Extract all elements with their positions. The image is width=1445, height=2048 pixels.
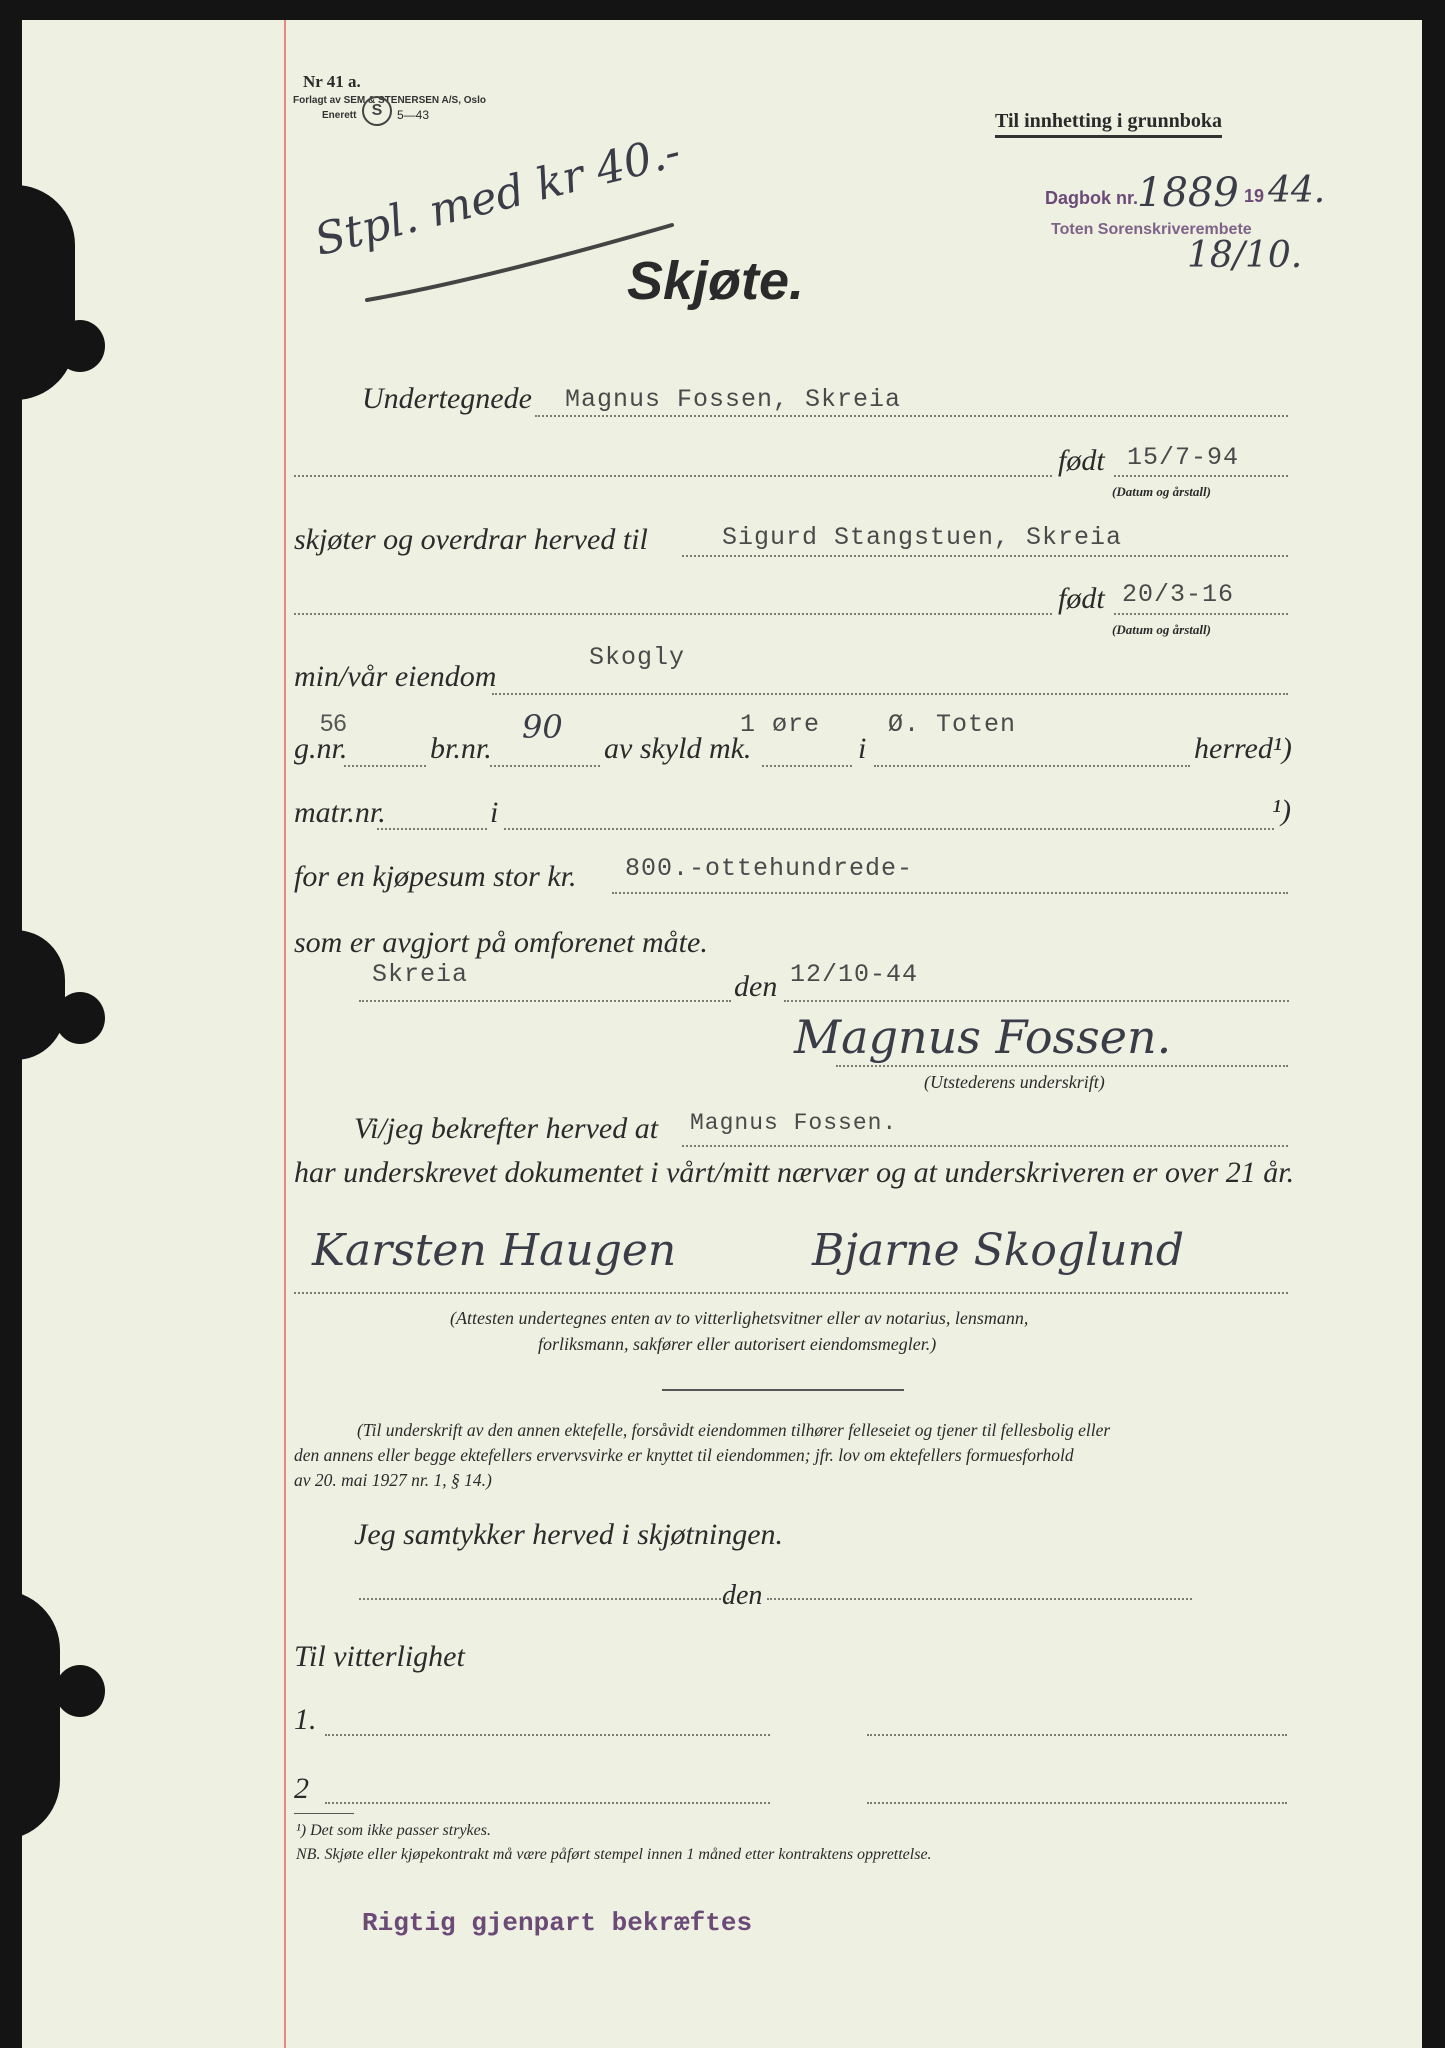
- attestation-note-2: forliksmann, sakfører eller autorisert eiendomsmegler.): [538, 1334, 937, 1354]
- property-label: min/vår eiendom: [294, 660, 497, 693]
- spouse-note-3: av 20. mai 1927 nr. 1, § 14.): [294, 1470, 492, 1490]
- punch-hole-1-icon: [55, 320, 105, 372]
- footnote-nb: NB. Skjøte eller kjøpekontrakt må være påført stempel innen 1 måned etter kontraktens opprettelse.: [296, 1846, 932, 1863]
- witness-heading: Til vitterlighet: [294, 1640, 465, 1673]
- dagbok-year-prefix: 19: [1244, 186, 1265, 206]
- seller-born-value: 15/7-94: [1127, 443, 1240, 472]
- witness-row-2-address-line[interactable]: [867, 1802, 1287, 1804]
- buyer-value: Sigurd Stangstuen, Skreia: [722, 523, 1123, 552]
- place-line: [359, 1000, 731, 1002]
- date-line: [784, 1000, 1289, 1002]
- property-value: Skogly: [589, 643, 686, 672]
- footnote-1: ¹) Det som ikke passer strykes.: [296, 1822, 491, 1839]
- certification-stamp: Rigtig gjenpart bekræftes: [362, 1908, 753, 1938]
- buyer-line: [682, 555, 1288, 557]
- seller-born-label: født: [1058, 444, 1105, 477]
- herred-line: [874, 765, 1190, 767]
- publisher-logo-icon: S: [362, 96, 392, 126]
- seller-name-cont-line: [294, 475, 1052, 477]
- witness-signature-line: [294, 1292, 1288, 1294]
- den-label: den: [734, 970, 778, 1003]
- witness-1-signature: Karsten Haugen: [312, 1225, 677, 1276]
- punch-hole-3-icon: [55, 1665, 105, 1717]
- confirm-value: Magnus Fossen.: [690, 1110, 898, 1136]
- dagbok-number: 1889: [1137, 170, 1239, 216]
- section-divider: [662, 1389, 904, 1391]
- form-number: Nr 41 a.: [303, 72, 361, 91]
- seller-born-line: [1114, 475, 1288, 477]
- issuer-signature-line: [836, 1065, 1288, 1067]
- herred-i-label: i: [858, 732, 867, 765]
- gnr-value: 56: [320, 710, 347, 737]
- buyer-born-value: 20/3-16: [1122, 580, 1235, 609]
- gnr-label: g.nr.: [294, 732, 348, 765]
- buyer-name-cont-line: [294, 613, 1052, 615]
- office-stamp: Toten Sorenskriverembete: [1051, 221, 1252, 238]
- price-label: for en kjøpesum stor kr.: [294, 860, 577, 893]
- price-line: [612, 892, 1288, 894]
- witness-row-1-label: 1.: [294, 1703, 317, 1736]
- buyer-born-line: [1114, 613, 1288, 615]
- date-hint-1: (Datum og årstall): [1112, 484, 1211, 499]
- attestation-note-1: (Attesten undertegnes enten av to vitterlighetsvitner eller av notarius, lensmann,: [450, 1308, 1029, 1328]
- edition-code: 5—43: [397, 108, 430, 122]
- confirm-label: Vi/jeg bekrefter herved at: [354, 1112, 659, 1145]
- skyld-line: [762, 765, 852, 767]
- brnr-line: [490, 765, 600, 767]
- confirm-line: [682, 1145, 1288, 1147]
- page-title: Skjøte.: [627, 251, 805, 311]
- date-hint-2: (Datum og årstall): [1112, 622, 1211, 637]
- witness-row-1-address-line[interactable]: [867, 1734, 1287, 1736]
- matr-label: matr.nr.: [294, 796, 386, 829]
- attestation-line-2: har underskrevet dokumentet i vårt/mitt nærvær og at underskriveren er over 21 år.: [294, 1156, 1295, 1189]
- gnr-line: [344, 765, 426, 767]
- undertegnede-value: Magnus Fossen, Skreia: [565, 385, 902, 414]
- publisher-line: Forlagt av SEM & STENERSEN A/S, Oslo: [293, 95, 486, 106]
- consent-den-label: den: [722, 1580, 763, 1611]
- skyld-label: av skyld mk.: [604, 732, 752, 765]
- buyer-born-label: født: [1058, 582, 1105, 615]
- received-date: 18/10.: [1187, 235, 1303, 276]
- registry-note: Til innhetting i grunnboka: [995, 110, 1222, 138]
- issuer-signature-label: (Utstederens underskrift): [924, 1072, 1105, 1092]
- binding-clip-top: [0, 185, 75, 400]
- matr-footnote-ref: ¹): [1272, 794, 1291, 827]
- witness-row-2-name-line[interactable]: [325, 1802, 770, 1804]
- dagbok-year-suffix: 44.: [1268, 170, 1326, 211]
- issuer-signature: Magnus Fossen.: [794, 1010, 1172, 1064]
- date-value: 12/10-44: [790, 960, 919, 989]
- transfer-label: skjøter og overdrar herved til: [294, 523, 648, 556]
- matr-i-label: i: [490, 796, 499, 829]
- binding-clip-bottom: [0, 1590, 60, 1840]
- consent-date-line[interactable]: [767, 1598, 1192, 1600]
- document-page: [22, 20, 1422, 2048]
- enerett-label: Enerett: [322, 110, 357, 121]
- brnr-label: br.nr.: [430, 732, 492, 765]
- punch-hole-2-icon: [55, 992, 105, 1044]
- undertegnede-line: [535, 415, 1288, 417]
- witness-row-1-name-line[interactable]: [325, 1734, 770, 1736]
- herred-label: herred¹): [1194, 732, 1292, 765]
- red-margin-line: [284, 20, 286, 2048]
- settled-text: som er avgjort på omforenet måte.: [294, 926, 708, 959]
- footnote-divider: [294, 1813, 354, 1814]
- herred-value: Ø. Toten: [888, 710, 1017, 739]
- spouse-note-1: (Til underskrift av den annen ektefelle, forsåvidt eiendommen tilhører felleseiet og tjener til fellesbolig eller: [357, 1420, 1111, 1440]
- matr-line: [377, 828, 487, 830]
- witness-2-signature: Bjarne Skoglund: [812, 1225, 1184, 1276]
- consent-place-line[interactable]: [359, 1598, 729, 1600]
- matr-place-line: [504, 828, 1274, 830]
- spouse-note-2: den annens eller begge ektefellers ervervsvirke er knyttet til eiendommen; jfr. lov om ektefellers formuesforhold: [294, 1445, 1074, 1465]
- brnr-value: 90: [522, 708, 563, 746]
- skyld-value: 1 øre: [740, 710, 821, 739]
- handwritten-stamp-fee-note: Stpl. med kr 40.-: [309, 125, 686, 266]
- witness-row-2-label: 2: [294, 1772, 309, 1805]
- dagbok-label: Dagbok nr.: [1045, 188, 1139, 208]
- consent-text: Jeg samtykker herved i skjøtningen.: [354, 1518, 784, 1551]
- price-value: 800.-ottehundrede-: [625, 854, 914, 883]
- property-line: [492, 693, 1288, 695]
- undertegnede-label: Undertegnede: [362, 382, 532, 415]
- place-value: Skreia: [372, 960, 469, 989]
